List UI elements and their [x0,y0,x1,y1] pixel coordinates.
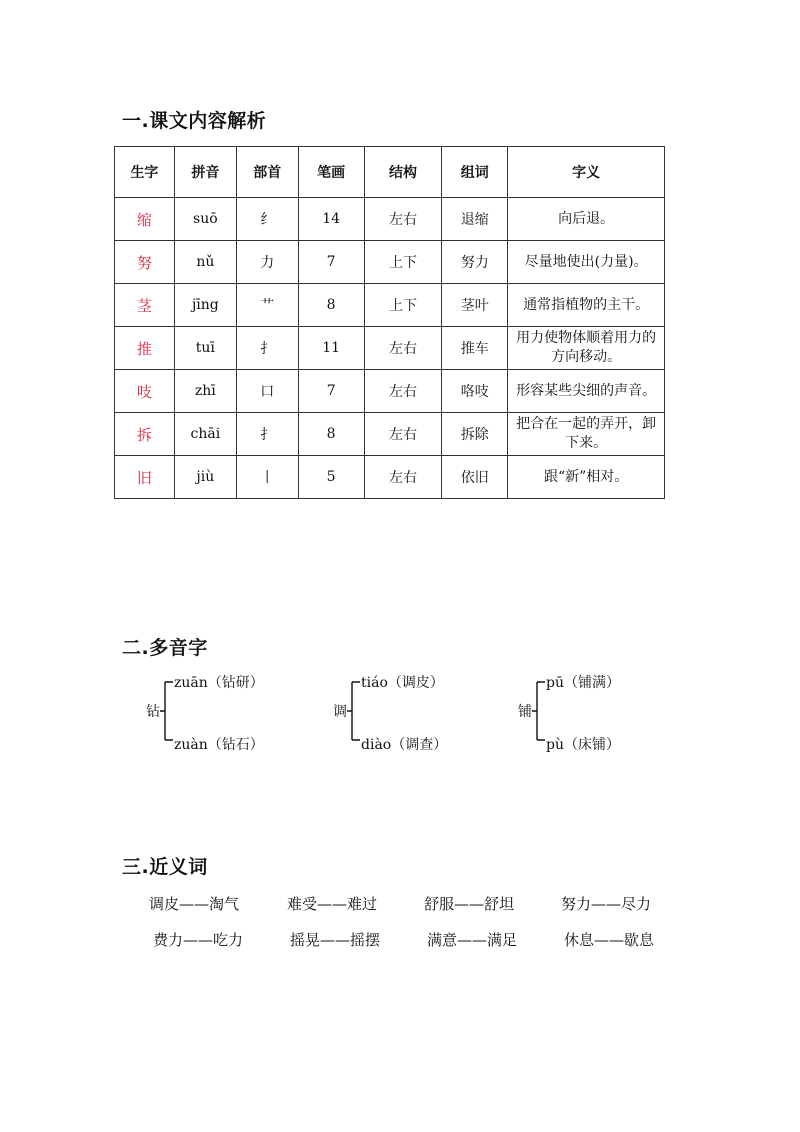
synonym-pair: 满意——满足 [427,931,518,949]
polyphone-reading-1: zuān（钻研） [174,675,264,691]
header-radical: 部首 [236,147,298,198]
cell-meaning: 向后退。 [508,198,665,241]
cell-char: 茎 [115,284,175,327]
cell-radical: 口 [236,370,298,413]
cell-strokes: 7 [298,370,364,413]
cell-word: 依旧 [442,456,508,499]
header-char: 生字 [115,147,175,198]
cell-structure: 左右 [364,327,442,370]
cell-strokes: 8 [298,413,364,456]
cell-char: 旧 [115,456,175,499]
synonym-pair: 调皮——淘气 [149,895,240,913]
polyphone-reading-1: tiáo（调皮） [361,675,444,691]
cell-structure: 左右 [364,370,442,413]
header-word: 组词 [442,147,508,198]
cell-meaning: 跟“新”相对。 [508,456,665,499]
table-row [115,198,665,241]
cell-strokes: 8 [298,284,364,327]
polyphone-reading-1: pū（铺满） [546,675,620,691]
cell-radical: 艹 [236,284,298,327]
polyphone-group [146,670,306,760]
cell-word: 茎叶 [442,284,508,327]
cell-pinyin: suō [174,198,236,241]
cell-meaning: 用力使物体顺着用力的方向移动。 [508,327,665,370]
synonym-pair: 努力——尽力 [561,895,652,913]
cell-strokes: 7 [298,241,364,284]
cell-pinyin: chāi [174,413,236,456]
section2-title: 二.多音字 [122,637,208,659]
cell-structure: 左右 [364,198,442,241]
cell-radical: 扌 [236,413,298,456]
cell-strokes: 5 [298,456,364,499]
cell-char: 拆 [115,413,175,456]
cell-structure: 上下 [364,284,442,327]
cell-word: 拆除 [442,413,508,456]
table-row [115,413,665,456]
section1-title: 一.课文内容解析 [122,110,267,132]
cell-word: 推车 [442,327,508,370]
synonym-pair: 舒服——舒坦 [424,895,515,913]
table-row [115,456,665,499]
table-row [115,370,665,413]
cell-pinyin: tuī [174,327,236,370]
cell-structure: 左右 [364,413,442,456]
header-pinyin: 拼音 [174,147,236,198]
synonym-pair: 费力——吃力 [153,931,244,949]
character-table [114,146,665,499]
polyphone-reading-2: diào（调查） [361,737,448,753]
table-row [115,284,665,327]
cell-pinyin: nǔ [174,241,236,284]
cell-meaning: 通常指植物的主干。 [508,284,665,327]
synonym-pair: 难受——难过 [287,895,378,913]
cell-word: 咯吱 [442,370,508,413]
cell-char: 推 [115,327,175,370]
polyphone-reading-2: pù（床铺） [546,737,620,753]
polyphone-group [333,670,493,760]
table-header-row [115,147,665,198]
polyphone-char: 钻 [146,704,160,720]
cell-pinyin: jīng [174,284,236,327]
synonym-pair: 摇晃——摇摆 [290,931,381,949]
header-meaning: 字义 [508,147,665,198]
cell-pinyin: zhī [174,370,236,413]
cell-char: 缩 [115,198,175,241]
polyphone-char: 调 [333,704,347,720]
header-structure: 结构 [364,147,442,198]
polyphone-group [518,670,678,760]
synonym-pair: 休息——歇息 [564,931,655,949]
table-row [115,241,665,284]
polyphone-reading-2: zuàn（钻石） [174,737,264,753]
cell-word: 退缩 [442,198,508,241]
section3-title: 三.近义词 [122,856,208,878]
cell-meaning: 形容某些尖细的声音。 [508,370,665,413]
cell-meaning: 尽量地使出(力量)。 [508,241,665,284]
cell-radical: 纟 [236,198,298,241]
cell-char: 努 [115,241,175,284]
cell-meaning: 把合在一起的弄开，卸下来。 [508,413,665,456]
cell-structure: 上下 [364,241,442,284]
polyphone-char: 铺 [518,704,532,720]
cell-radical: 力 [236,241,298,284]
cell-structure: 左右 [364,456,442,499]
cell-radical: 扌 [236,327,298,370]
cell-pinyin: jiù [174,456,236,499]
cell-radical: 丨 [236,456,298,499]
header-strokes: 笔画 [298,147,364,198]
table-row [115,327,665,370]
cell-strokes: 14 [298,198,364,241]
cell-word: 努力 [442,241,508,284]
cell-strokes: 11 [298,327,364,370]
cell-char: 吱 [115,370,175,413]
